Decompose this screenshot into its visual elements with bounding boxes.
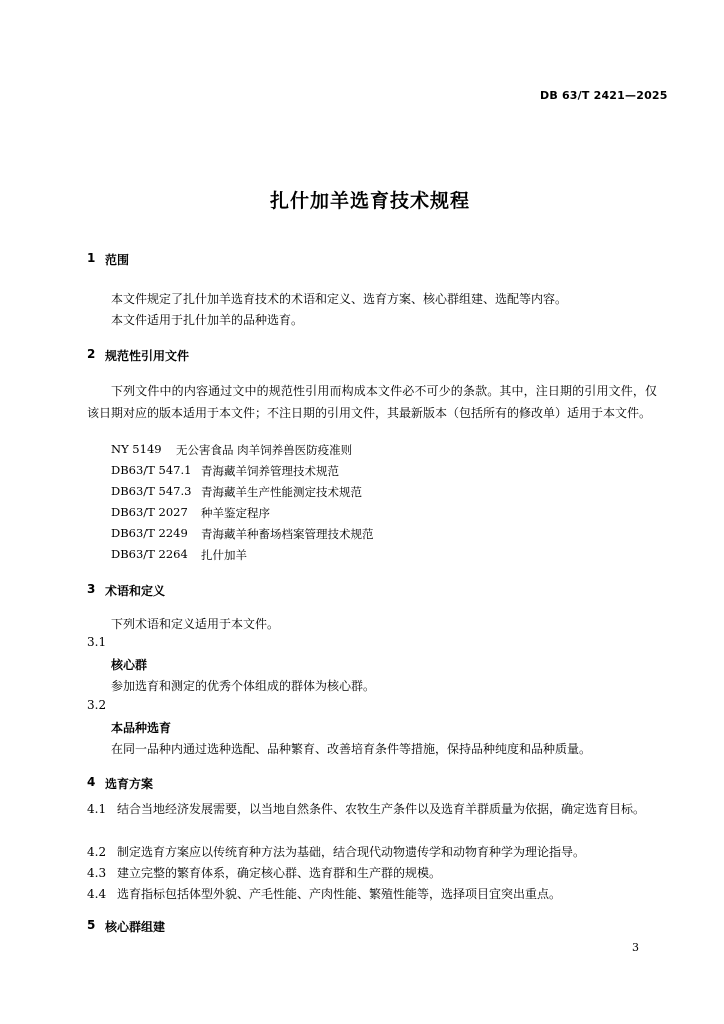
plan-item <box>87 862 659 884</box>
section-title: 规范性引用文件 <box>105 349 190 363</box>
section-title: 选育方案 <box>105 777 154 791</box>
section-title: 术语和定义 <box>105 584 166 598</box>
section-number: 4 <box>87 775 96 789</box>
section-number: 2 <box>87 347 96 361</box>
section-number: 5 <box>87 918 96 932</box>
plan-item <box>87 841 659 863</box>
reference-title: 青海藏羊种畜场档案管理技术规范 <box>201 527 374 541</box>
plan-item-text: 制定选育方案应以传统育种方法为基础，结合现代动物遗传学和动物育种学为理论指导。 <box>117 845 586 859</box>
reference-code: NY 5149 <box>111 442 162 456</box>
plan-item-number: 4.3 <box>87 866 107 880</box>
plan-item-number: 4.1 <box>87 802 107 816</box>
document-title: 扎什加羊选育技术规程 <box>269 190 470 212</box>
reference-title: 无公害食品 肉羊饲养兽医防疫准则 <box>176 443 353 457</box>
plan-item <box>87 883 659 905</box>
plan-item-text: 建立完整的繁育体系，确定核心群、选育群和生产群的规模。 <box>117 866 442 880</box>
section-number: 3 <box>87 582 96 596</box>
normative-intro: 下列文件中的内容通过文中的规范性引用而构成本文件必不可少的条款。其中，注日期的引用文件，仅该日期对应的版本适用于本文件；不注日期的引用文件，其最新版本（包括所有的修改单）适用于本文件。 <box>87 384 657 420</box>
reference-code: DB63/T 2249 <box>111 526 188 540</box>
scope-paragraph-2: 本文件适用于扎什加羊的品种选育。 <box>111 313 304 327</box>
plan-item-number: 4.2 <box>87 845 107 859</box>
term-number: 3.1 <box>87 635 107 649</box>
term-definition: 在同一品种内通过选种选配、品种繁育、改善培育条件等措施，保持品种纯度和品种质量。 <box>111 742 592 756</box>
section-title: 核心群组建 <box>105 920 166 934</box>
reference-title: 青海藏羊生产性能测定技术规范 <box>201 485 362 499</box>
reference-code: DB63/T 2264 <box>111 547 188 561</box>
terms-intro: 下列术语和定义适用于本文件。 <box>111 617 280 631</box>
term-name: 本品种选育 <box>111 721 172 735</box>
term-name: 核心群 <box>111 658 148 672</box>
reference-code: DB63/T 547.3 <box>111 484 192 498</box>
reference-title: 扎什加羊 <box>201 548 247 562</box>
term-definition: 参加选育和测定的优秀个体组成的群体为核心群。 <box>111 679 376 693</box>
reference-title: 青海藏羊饲养管理技术规范 <box>201 464 339 478</box>
reference-code: DB63/T 2027 <box>111 505 188 519</box>
plan-item-number: 4.4 <box>87 887 107 901</box>
reference-title: 种羊鉴定程序 <box>201 506 270 520</box>
term-number: 3.2 <box>87 698 107 712</box>
section-number: 1 <box>87 251 96 265</box>
plan-item-text: 选育指标包括体型外貌、产毛性能、产肉性能、繁殖性能等，选择项目宜突出重点。 <box>117 887 562 901</box>
scope-paragraph-1: 本文件规定了扎什加羊选育技术的术语和定义、选育方案、核心群组建、选配等内容。 <box>111 292 568 306</box>
page-number: 3 <box>632 941 639 954</box>
document-code: DB 63/T 2421—2025 <box>540 89 668 102</box>
plan-item-text: 结合当地经济发展需要，以当地自然条件、农牧生产条件以及选育羊群质量为依据，确定选育目标。 <box>117 802 646 816</box>
reference-code: DB63/T 547.1 <box>111 463 192 477</box>
section-title: 范围 <box>105 253 130 267</box>
plan-item <box>87 798 659 820</box>
